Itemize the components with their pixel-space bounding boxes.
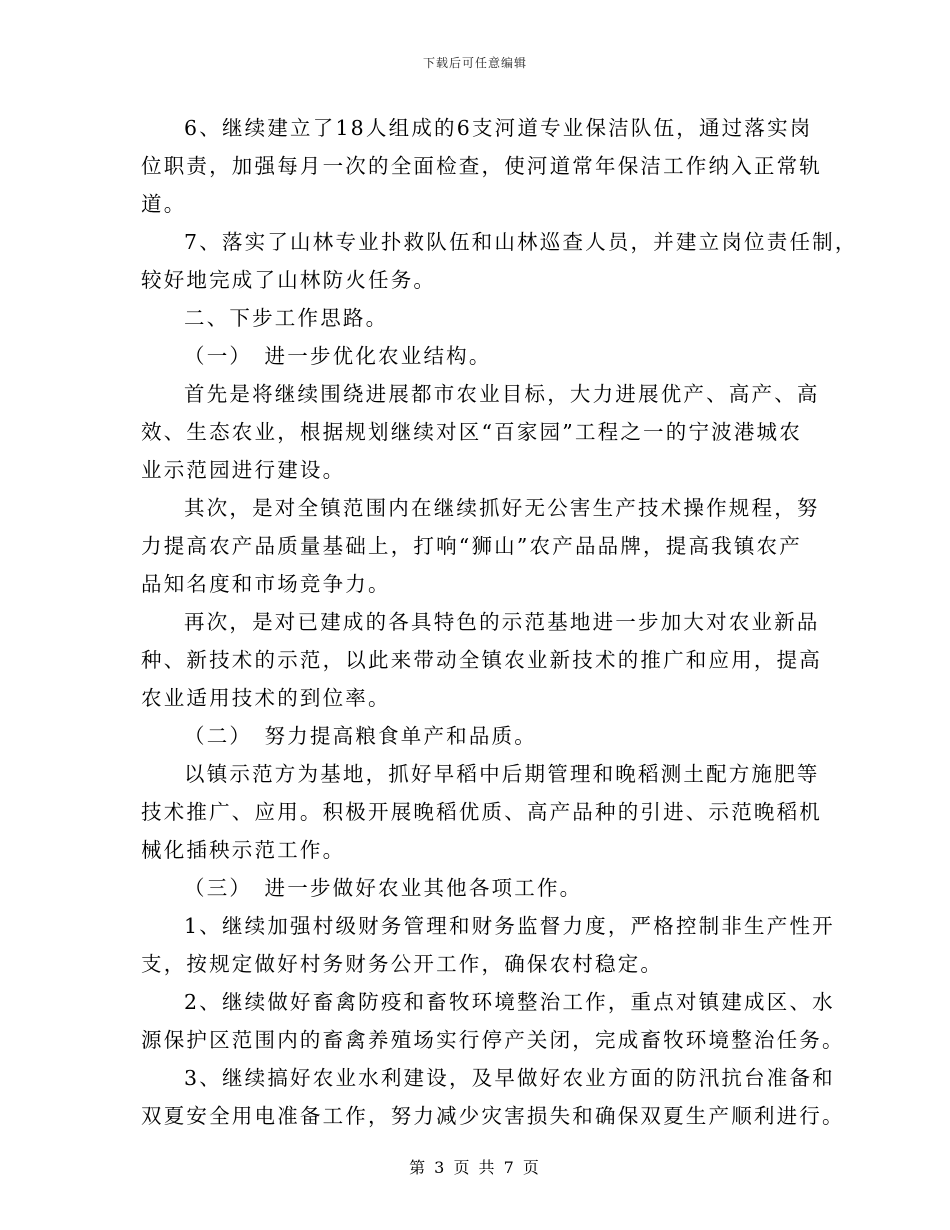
- text-line: 其次，是对全镇范围内在继续抓好无公害生产技术操作规程，努: [184, 496, 820, 520]
- text-line: （一） 进一步优化农业结构。: [184, 344, 492, 368]
- document-body: [141, 109, 858, 1135]
- text-line: 二、下步工作思路。: [184, 306, 389, 330]
- text-line: 位职责，加强每月一次的全面检查，使河道常年保洁工作纳入正常轨: [141, 154, 822, 178]
- text-line: 业示范园进行建设。: [141, 458, 346, 482]
- text-line: 源保护区范围内的畜禽养殖场实行停产关闭，完成畜牧环境整治任务。: [141, 1028, 845, 1052]
- text-line: 农业适用技术的到位率。: [141, 686, 391, 710]
- page-footer: 第 3 页 共 7 页: [409, 1158, 541, 1177]
- text-line: 械化插秧示范工作。: [141, 838, 346, 862]
- text-line: 支，按规定做好村务财务公开工作，确保农村稳定。: [141, 952, 664, 976]
- text-line: 品知名度和市场竞争力。: [141, 572, 391, 596]
- text-line: 道。: [141, 192, 187, 216]
- text-line: 1、继续加强村级财务管理和财务监督力度，严格控制非生产性开: [184, 914, 835, 938]
- text-line: 2、继续做好畜禽防疫和畜牧环境整治工作，重点对镇建成区、水: [184, 990, 835, 1014]
- text-line: 再次，是对已建成的各具特色的示范基地进一步加大对农业新品: [184, 610, 820, 634]
- text-line: 6、继续建立了18人组成的6支河道专业保洁队伍，通过落实岗: [184, 116, 813, 140]
- text-line: （二） 努力提高粮食单产和品质。: [184, 724, 537, 748]
- text-line: 双夏安全用电准备工作，努力减少灾害损失和确保双夏生产顺利进行。: [141, 1104, 845, 1128]
- text-line: 技术推广、应用。积极开展晚稻优质、高产品种的引进、示范晚稻机: [141, 800, 822, 824]
- text-line: 种、新技术的示范，以此来带动全镇农业新技术的推广和应用，提高: [141, 648, 822, 672]
- text-line: 较好地完成了山林防火任务。: [141, 268, 437, 292]
- text-line: 3、继续搞好农业水利建设，及早做好农业方面的防汛抗台准备和: [184, 1066, 835, 1090]
- text-line: 以镇示范方为基地，抓好早稻中后期管理和晚稻测土配方施肥等: [184, 762, 820, 786]
- text-line: 力提高农产品质量基础上，打响“狮山”农产品品牌，提高我镇农产: [141, 534, 802, 558]
- text-line: 7、落实了山林专业扑救队伍和山林巡查人员，并建立岗位责任制，: [184, 230, 858, 254]
- text-line: 首先是将继续围绕进展都市农业目标，大力进展优产、高产、高: [184, 382, 820, 406]
- page-header: 下载后可任意编辑: [422, 56, 527, 70]
- text-line: 效、生态农业，根据规划继续对区“百家园”工程之一的宁波港城农: [141, 420, 802, 444]
- text-line: （三） 进一步做好农业其他各项工作。: [184, 876, 583, 900]
